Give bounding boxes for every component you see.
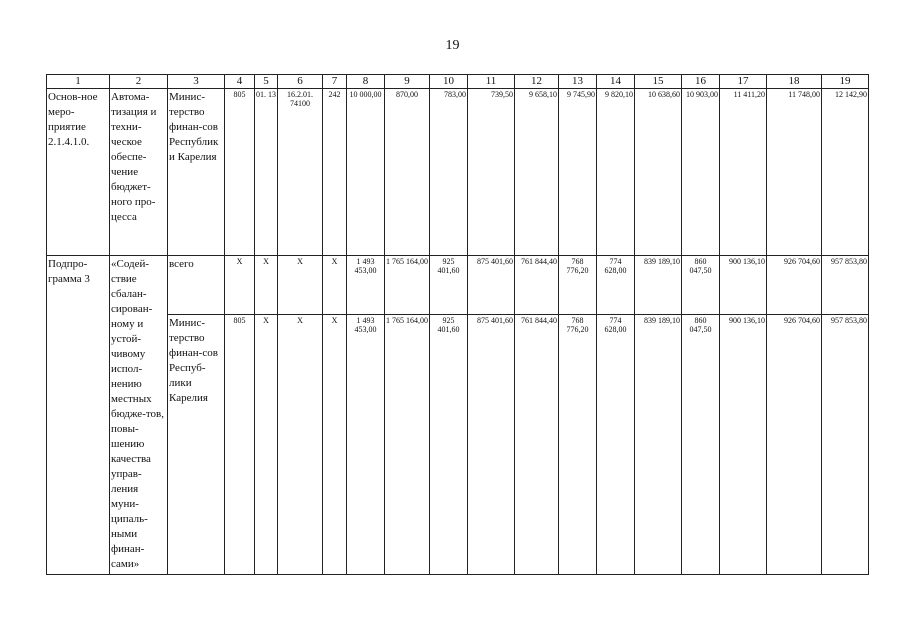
value-cell: 860 047,50 bbox=[682, 256, 720, 315]
column-header: 5 bbox=[255, 75, 278, 89]
column-header: 13 bbox=[559, 75, 597, 89]
value-cell: 9 820,10 bbox=[597, 89, 635, 256]
value-cell: 761 844,40 bbox=[515, 315, 559, 575]
measure-code-cell: Основ-ное меро-приятие 2.1.4.1.0. bbox=[47, 89, 110, 256]
value-cell: 839 189,10 bbox=[635, 315, 682, 575]
executor-cell: Минис-терство финан-сов Республики Карелия bbox=[168, 89, 225, 256]
budget-table bbox=[46, 74, 869, 575]
column-header: 16 bbox=[682, 75, 720, 89]
column-header: 7 bbox=[323, 75, 347, 89]
rzpr-cell: 01. 13 bbox=[255, 89, 278, 256]
value-cell: 875 401,60 bbox=[468, 315, 515, 575]
column-header: 9 bbox=[385, 75, 430, 89]
column-header: 10 bbox=[430, 75, 468, 89]
column-header: 1 bbox=[47, 75, 110, 89]
subprogram-name-cell: «Содей-ствие сбалан-сирован-ному и устой-чивому испол-нению местных бюдже-тов, повы-шению качества управ-ления муни-ципаль-ными финан-сами» bbox=[110, 256, 168, 575]
value-cell: 925 401,60 bbox=[430, 256, 468, 315]
value-cell: 768 776,20 bbox=[559, 256, 597, 315]
column-header: 6 bbox=[278, 75, 323, 89]
value-cell: 10 638,60 bbox=[635, 89, 682, 256]
value-cell: 739,50 bbox=[468, 89, 515, 256]
value-cell: 774 628,00 bbox=[597, 256, 635, 315]
column-header: 18 bbox=[767, 75, 822, 89]
value-cell: 839 189,10 bbox=[635, 256, 682, 315]
column-header: 15 bbox=[635, 75, 682, 89]
value-cell: 10 000,00 bbox=[347, 89, 385, 256]
csr-cell: X bbox=[278, 315, 323, 575]
value-cell: 900 136,10 bbox=[720, 256, 767, 315]
value-cell: 10 903,00 bbox=[682, 89, 720, 256]
vr-cell: 242 bbox=[323, 89, 347, 256]
value-cell: 900 136,10 bbox=[720, 315, 767, 575]
value-cell: 860 047,50 bbox=[682, 315, 720, 575]
vr-cell: X bbox=[323, 256, 347, 315]
value-cell: 11 411,20 bbox=[720, 89, 767, 256]
column-header: 14 bbox=[597, 75, 635, 89]
grbs-cell: 805 bbox=[225, 315, 255, 575]
rzpr-cell: X bbox=[255, 315, 278, 575]
table-row bbox=[47, 315, 869, 575]
value-cell: 926 704,60 bbox=[767, 256, 822, 315]
header-row bbox=[47, 75, 869, 89]
value-cell: 12 142,90 bbox=[822, 89, 869, 256]
value-cell: 925 401,60 bbox=[430, 315, 468, 575]
value-cell: 875 401,60 bbox=[468, 256, 515, 315]
executor-cell: всего bbox=[168, 256, 225, 315]
grbs-cell: X bbox=[225, 256, 255, 315]
value-cell: 870,00 bbox=[385, 89, 430, 256]
table-row bbox=[47, 89, 869, 256]
value-cell: 761 844,40 bbox=[515, 256, 559, 315]
column-header: 11 bbox=[468, 75, 515, 89]
vr-cell: X bbox=[323, 315, 347, 575]
value-cell: 957 853,80 bbox=[822, 315, 869, 575]
value-cell: 1 765 164,00 bbox=[385, 315, 430, 575]
page-number: 19 bbox=[445, 38, 460, 53]
value-cell: 957 853,80 bbox=[822, 256, 869, 315]
value-cell: 9 658,10 bbox=[515, 89, 559, 256]
value-cell: 1 493 453,00 bbox=[347, 315, 385, 575]
value-cell: 11 748,00 bbox=[767, 89, 822, 256]
value-cell: 783,00 bbox=[430, 89, 468, 256]
column-header: 3 bbox=[168, 75, 225, 89]
value-cell: 9 745,90 bbox=[559, 89, 597, 256]
column-header: 2 bbox=[110, 75, 168, 89]
column-header: 4 bbox=[225, 75, 255, 89]
column-header: 19 bbox=[822, 75, 869, 89]
column-header: 17 bbox=[720, 75, 767, 89]
value-cell: 926 704,60 bbox=[767, 315, 822, 575]
csr-cell: 16.2.01. 74100 bbox=[278, 89, 323, 256]
column-header: 8 bbox=[347, 75, 385, 89]
executor-cell: Минис-терство финан-сов Респуб-лики Карелия bbox=[168, 315, 225, 575]
column-header: 12 bbox=[515, 75, 559, 89]
measure-name-cell: Автома-тизация и техни-ческое обеспе-чение бюджет-ного про-цесса bbox=[110, 89, 168, 256]
table-row bbox=[47, 256, 869, 315]
rzpr-cell: X bbox=[255, 256, 278, 315]
value-cell: 774 628,00 bbox=[597, 315, 635, 575]
value-cell: 1 765 164,00 bbox=[385, 256, 430, 315]
value-cell: 768 776,20 bbox=[559, 315, 597, 575]
csr-cell: X bbox=[278, 256, 323, 315]
subprogram-code-cell: Подпро-грамма 3 bbox=[47, 256, 110, 575]
value-cell: 1 493 453,00 bbox=[347, 256, 385, 315]
grbs-cell: 805 bbox=[225, 89, 255, 256]
